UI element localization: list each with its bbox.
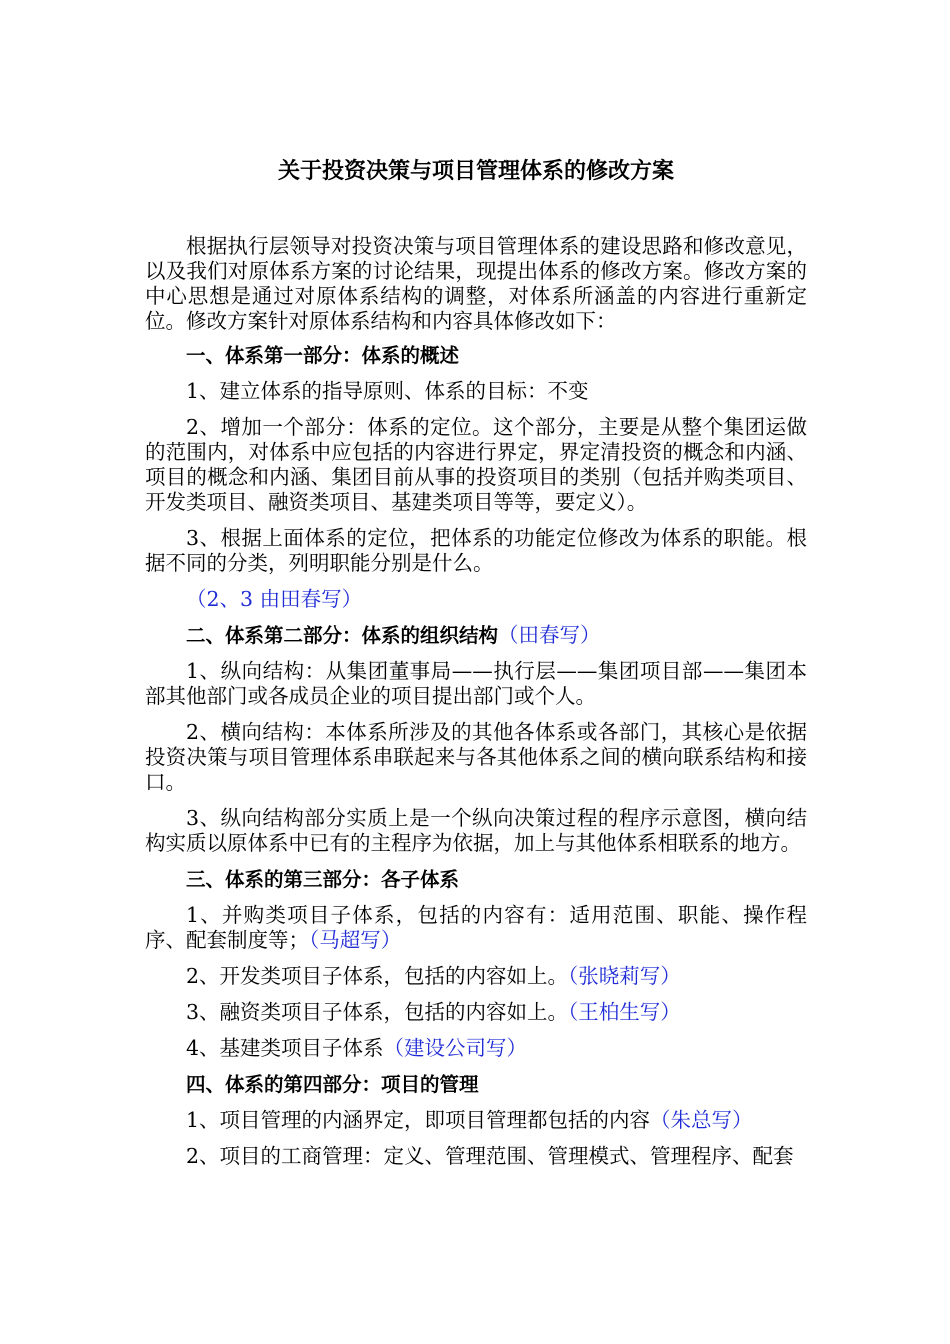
- section4-item2: 2、项目的工商管理：定义、管理范围、管理模式、管理程序、配套: [186, 1144, 794, 1168]
- section3-item4-author-note: （建设公司写）: [383, 1036, 528, 1060]
- section4-item1-line: [145, 1108, 807, 1133]
- section3-item4: 4、基建类项目子体系: [186, 1036, 384, 1060]
- section2-item2: 2、横向结构：本体系所涉及的其他各体系或各部门，其核心是依据投资决策与项目管理体系串联起来与各其他体系之间的横向联系结构和接口。: [145, 720, 807, 794]
- section2-item1: 1、纵向结构：从集团董事局——执行层——集团项目部——集团本部其他部门或各成员企业的项目提出部门或个人。: [145, 659, 807, 708]
- section2-author-note: （田春写）: [498, 623, 601, 647]
- section3-item2: 2、开发类项目子体系，包括的内容如上。: [186, 964, 569, 988]
- section3-item2-line: [145, 964, 807, 989]
- section1-item1: 1、建立体系的指导原则、体系的目标：不变: [186, 379, 589, 403]
- section3-heading: 三、体系的第三部分：各子体系: [186, 868, 460, 891]
- section1-author-note: （2、3 由田春写）: [186, 587, 363, 611]
- document-title: 关于投资决策与项目管理体系的修改方案: [277, 159, 674, 184]
- section4-heading: 四、体系的第四部分：项目的管理: [186, 1073, 479, 1096]
- section3-item1-line: [145, 903, 807, 953]
- section3-item1: 1、并购类项目子体系，包括的内容有：适用范围、职能、操作程序、配套制度等；: [145, 903, 807, 952]
- section3-item3-line: [145, 1000, 807, 1025]
- section2-heading: 二、体系第二部分：体系的组织结构: [186, 624, 499, 647]
- section3-item4-line: [145, 1036, 807, 1061]
- section4-item1-author-note: （朱总写）: [650, 1108, 753, 1132]
- document-body: [145, 234, 807, 1180]
- section1-item2: 2、增加一个部分：体系的定位。这个部分，主要是从整个集团运做的范围内，对体系中应包括的内容进行界定，界定清投资的概念和内涵、项目的概念和内涵、集团目前从事的投资项目的类别（包括并购类项目、开发类项目、融资类项目、基建类项目等等，要定义）。: [145, 415, 807, 514]
- section3-item2-author-note: （张晓莉写）: [568, 964, 681, 988]
- section3-item3: 3、融资类项目子体系，包括的内容如上。: [186, 1000, 569, 1024]
- section1-item3: 3、根据上面体系的定位，把体系的功能定位修改为体系的职能。根据不同的分类，列明职能分别是什么。: [145, 526, 807, 575]
- section3-item3-author-note: （王柏生写）: [568, 1000, 681, 1024]
- section2-heading-line: [145, 623, 807, 648]
- section3-item1-author-note: （马超写）: [309, 928, 402, 952]
- intro-paragraph: 根据执行层领导对投资决策与项目管理体系的建设思路和修改意见，以及我们对原体系方案的讨论结果，现提出体系的修改方案。修改方案的中心思想是通过对原体系结构的调整，对体系所涵盖的内容进行重新定位。修改方案针对原体系结构和内容具体修改如下：: [145, 234, 807, 333]
- section4-item1: 1、项目管理的内涵界定，即项目管理都包括的内容: [186, 1108, 651, 1132]
- section1-heading: 一、体系第一部分：体系的概述: [186, 344, 460, 367]
- section2-item3: 3、纵向结构部分实质上是一个纵向决策过程的程序示意图，横向结构实质以原体系中已有的主程序为依据，加上与其他体系相联系的地方。: [145, 806, 807, 855]
